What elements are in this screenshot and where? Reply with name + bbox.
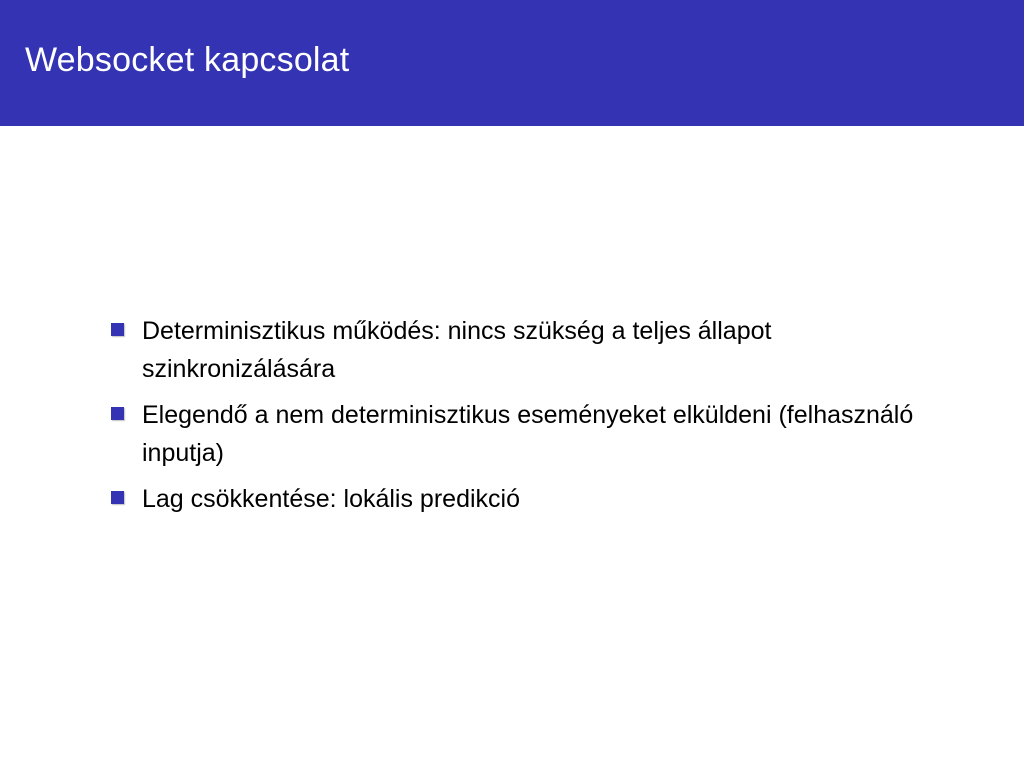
square-bullet-icon xyxy=(111,323,124,336)
square-bullet-icon xyxy=(111,491,124,504)
bullet-item xyxy=(110,312,970,388)
slide-title: Websocket kapcsolat xyxy=(25,41,350,79)
bullet-text: Elegendő a nem determinisztikus eseményeket elküldeni (felhasználó inputja) xyxy=(142,401,914,467)
slide-content xyxy=(110,312,970,526)
bullet-item xyxy=(110,480,970,518)
bullet-text: Determinisztikus működés: nincs szükség a teljes állapot szinkronizálására xyxy=(142,317,772,383)
bullet-text: Lag csökkentése: lokális predikció xyxy=(142,485,520,513)
bullet-item xyxy=(110,396,970,472)
bullet-list xyxy=(110,312,970,518)
square-bullet-icon xyxy=(111,407,124,420)
slide-header xyxy=(0,0,1024,126)
